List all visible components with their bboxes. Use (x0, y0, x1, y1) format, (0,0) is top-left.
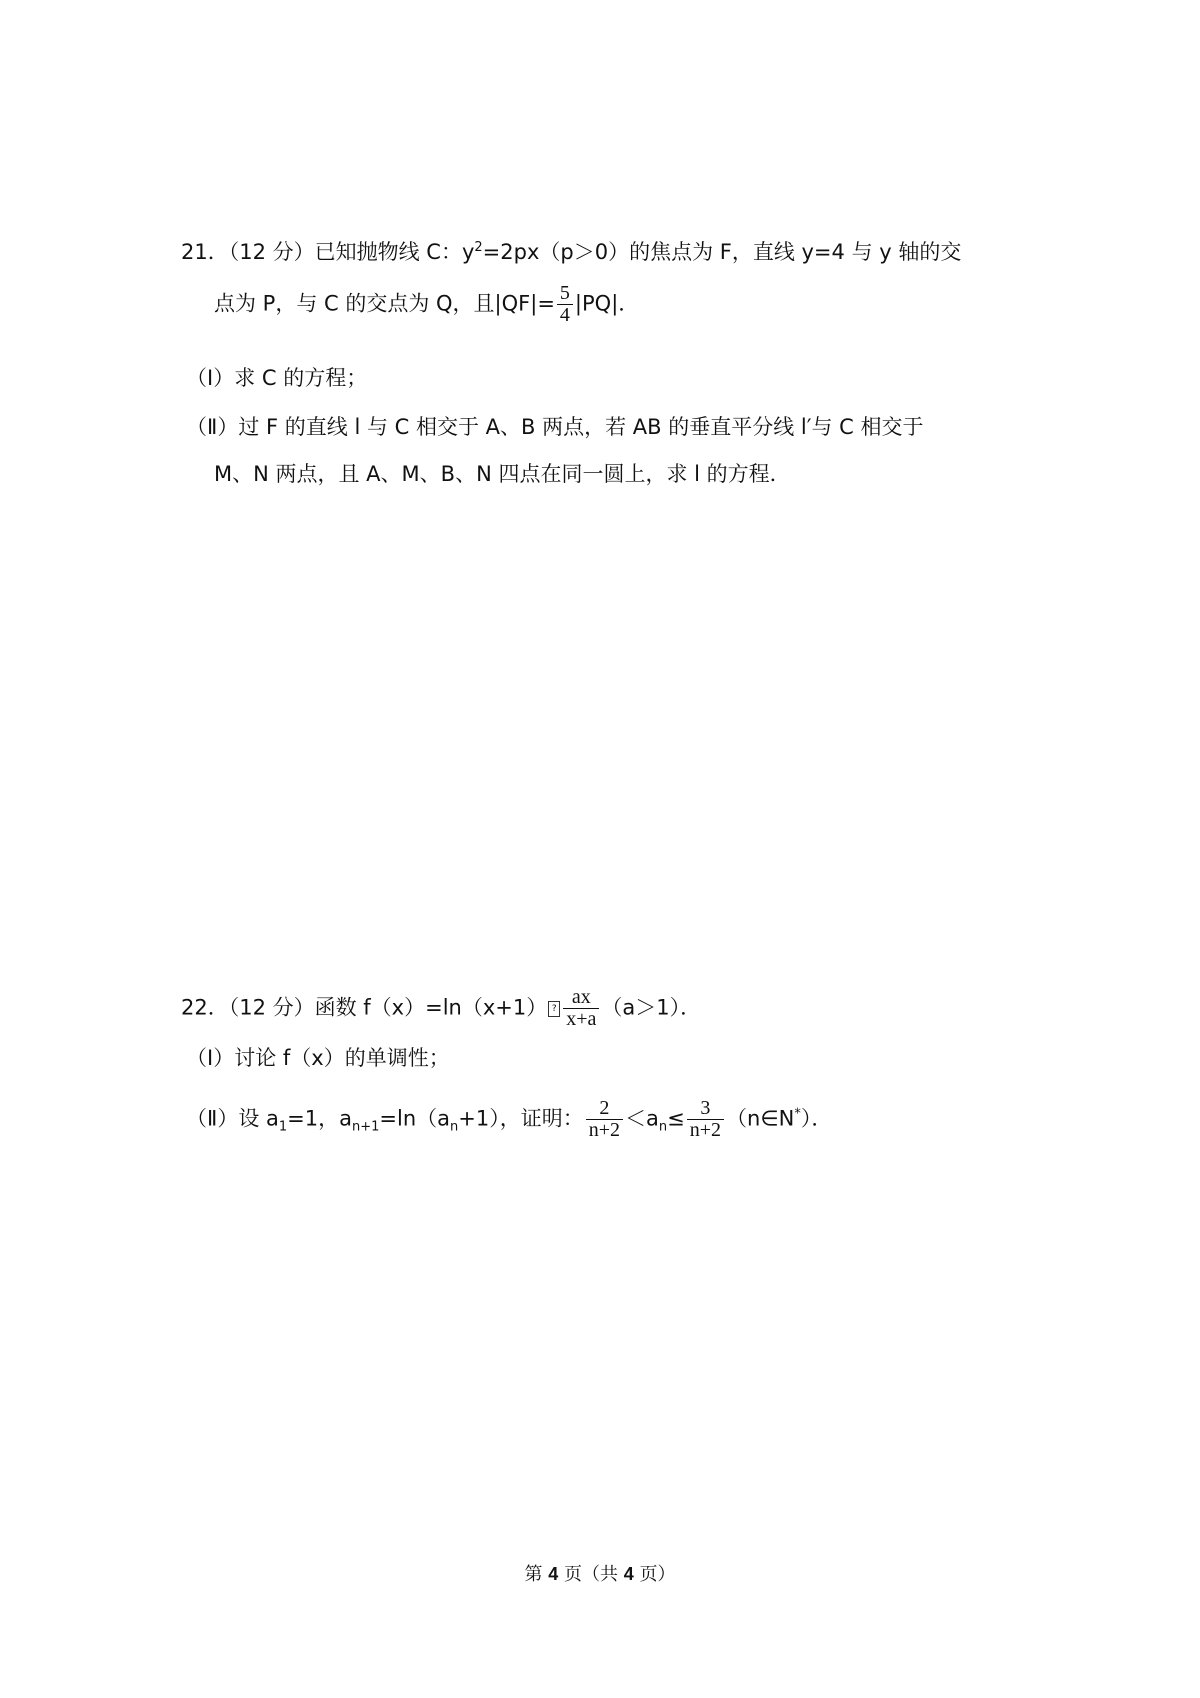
subscript: n+1 (352, 1119, 380, 1135)
fraction-denominator: n+2 (588, 1119, 621, 1141)
fraction-2-over-n-plus-2 (586, 1098, 623, 1141)
q21-line-1 (181, 237, 961, 267)
fraction-3-over-n-plus-2 (687, 1098, 724, 1141)
q21-text: =2px（p＞0）的焦点为 F，直线 y=4 与 y 轴的交 (482, 240, 962, 264)
footer-text: 页） (633, 1564, 676, 1585)
q22-text: =1，a (287, 1106, 352, 1131)
q22-text: （Ⅱ）设 a (186, 1106, 279, 1131)
page-number: 4 (548, 1564, 559, 1584)
q21-part-2-line-1 (186, 412, 924, 442)
superscript: * (794, 1106, 801, 1122)
fraction-numerator: ax (563, 987, 599, 1009)
page-footer (0, 1560, 1200, 1586)
q21-part-2-text: M、N 两点，且 A、M、B、N 四点在同一圆上，求 l 的方程． (214, 462, 791, 486)
q22-text: =ln（a (379, 1106, 451, 1131)
subscript: n (658, 1119, 668, 1135)
q21-line-2 (214, 283, 639, 326)
q21-text: 21．（12 分）已知抛物线 C：y (181, 240, 475, 264)
q22-part-1 (186, 1043, 450, 1073)
page-total: 4 (623, 1564, 634, 1584)
q22-text: +1），证明： (458, 1106, 584, 1131)
fraction-numerator: 3 (687, 1098, 724, 1120)
fraction-numerator: 5 (557, 283, 573, 305)
q22-text: ＜a (625, 1106, 659, 1131)
q22-line-1 (181, 987, 701, 1030)
q22-text: （a＞1）． (601, 995, 702, 1020)
q22-part-2 (186, 1098, 832, 1141)
superscript: 2 (474, 240, 483, 255)
fraction-numerator: 2 (586, 1098, 623, 1120)
q21-text: 点为 P，与 C 的交点为 Q，且|QF|= (214, 291, 555, 316)
fraction-5-4 (557, 283, 573, 326)
q22-part-1-text: （Ⅰ）讨论 f（x）的单调性； (186, 1046, 450, 1070)
q21-part-1-text: （Ⅰ）求 C 的方程； (186, 366, 368, 390)
q21-text: |PQ|． (574, 291, 640, 316)
q21-part-2-line-2 (214, 459, 791, 489)
q22-text: ≤ (667, 1106, 685, 1131)
q22-text: （n∈N (726, 1106, 795, 1131)
fraction-denominator: x+a (566, 1008, 597, 1030)
q21-part-2-text: （Ⅱ）过 F 的直线 l 与 C 相交于 A、B 两点，若 AB 的垂直平分线 l′与 C 相交于 (186, 415, 924, 439)
q21-part-1 (186, 363, 367, 393)
q22-text: ）． (800, 1106, 833, 1131)
subscript: n (450, 1119, 459, 1135)
footer-text: 页（共 (558, 1564, 624, 1585)
q22-text: 22．（12 分）函数 f（x）=ln（x+1） (181, 995, 548, 1020)
subscript: 1 (278, 1119, 288, 1135)
footer-text: 第 (524, 1564, 549, 1585)
fraction-denominator: 4 (559, 304, 570, 326)
missing-glyph-icon: ? (548, 1001, 560, 1017)
fraction-ax-over-x-plus-a (563, 987, 599, 1030)
fraction-denominator: n+2 (689, 1119, 722, 1141)
